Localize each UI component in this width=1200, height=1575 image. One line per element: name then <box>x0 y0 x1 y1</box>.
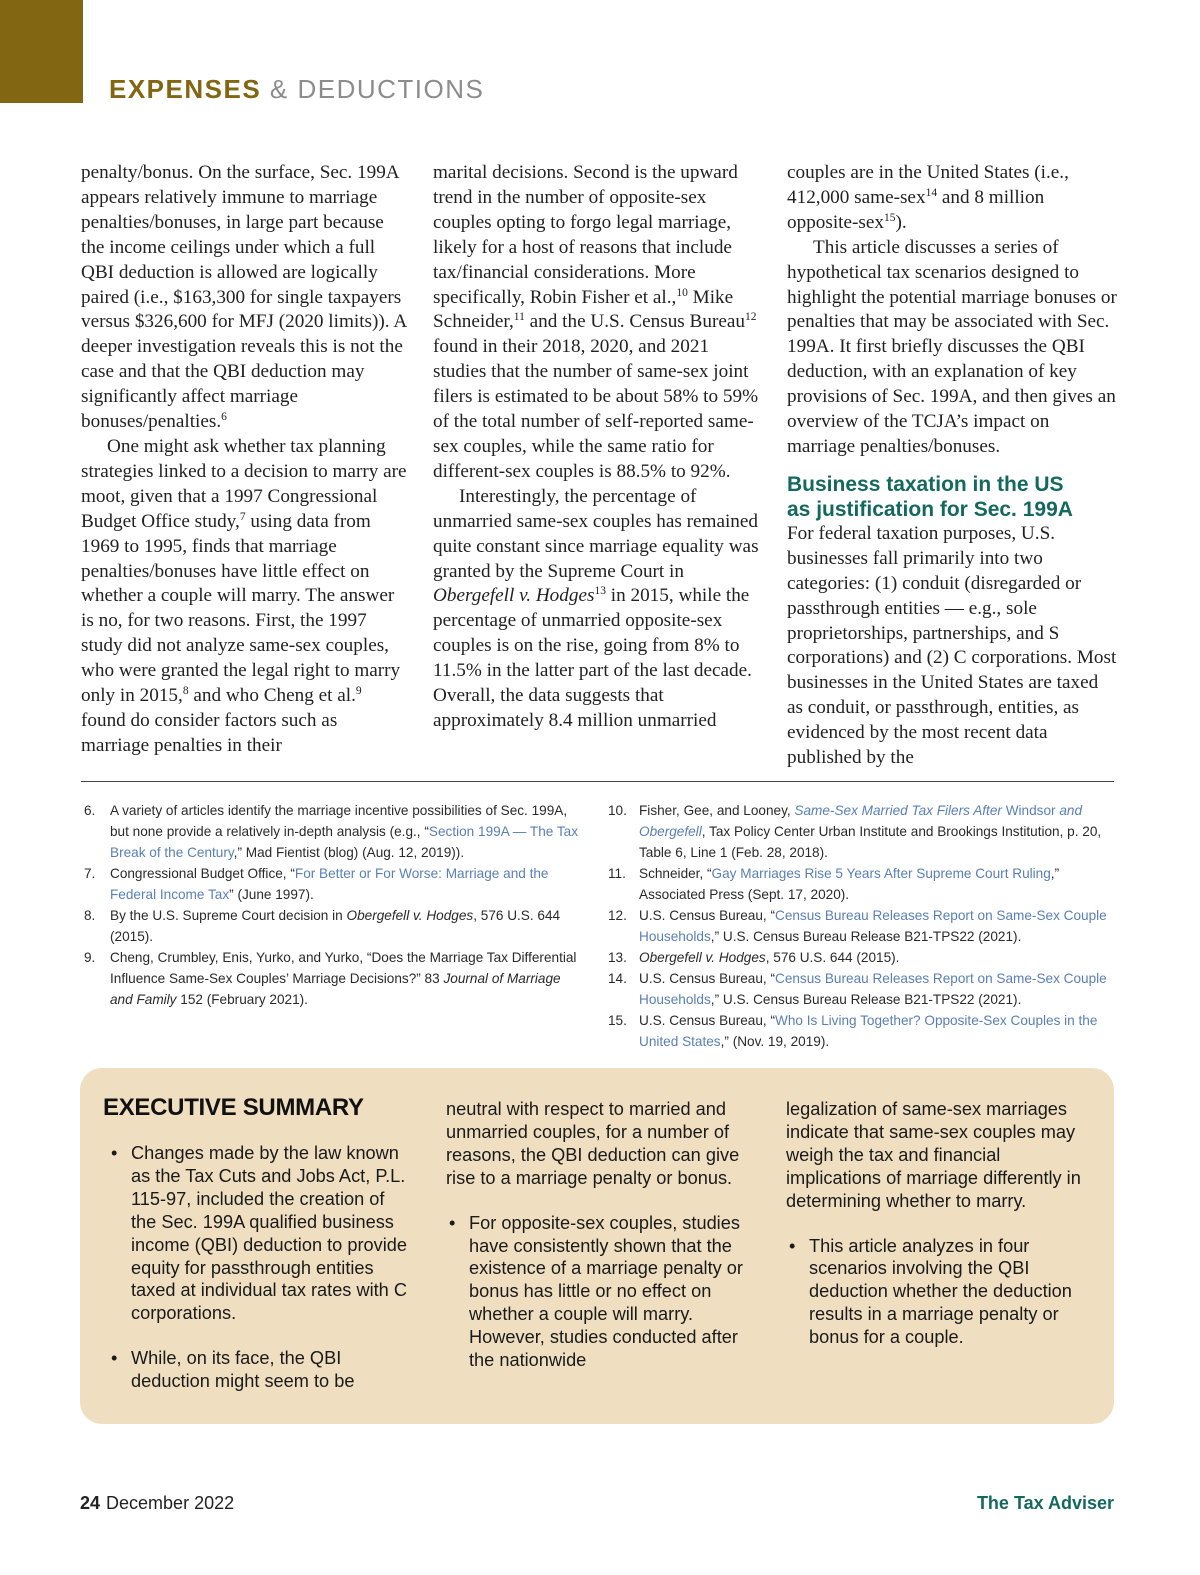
footnote-link[interactable]: For Better or For Worse: Marriage and the Federal Income Tax <box>110 866 549 902</box>
footnote-link[interactable]: Same-Sex Married Tax Filers After Windsor and Obergefell <box>639 803 1083 839</box>
page-footer-left <box>80 1493 234 1514</box>
footnote-link[interactable]: Gay Marriages Rise 5 Years After Supreme Court Ruling <box>711 866 1051 881</box>
paragraph: couples are in the United States (i.e., 412,000 same-sex$^{14}$ and 8 million opposite-sex$^{15}$). <box>787 162 1069 233</box>
paragraph: penalty/bonus. On the surface, Sec. 199A appears relatively immune to marriage penalties/bonuses, in large part because the income ceilings under which a full QBI deduction is allowed are logically paired (i.e., $163,300 for single taxpayers versus $326,600 for MFJ (2020 limits)). A deeper investigation reveals this is not the case and that the QBI deduction may significantly affect marriage bonuses/penalties.$^6$ <box>81 162 407 433</box>
footnote-10: 10. Fisher, Gee, and Looney, Same-Sex Married Tax Filers After Windsor and Obergefell, Tax Policy Center Urban Institute and Brookings Institution, p. 20, Table 6, Line 1 (Feb. 28, 2018). <box>608 803 1102 860</box>
footnote-link[interactable]: Section 199A — The Tax Break of the Century <box>110 824 579 860</box>
case-name: Obergefell v. Hodges <box>433 585 595 607</box>
summary-column-2 <box>446 1098 746 1394</box>
footnote-divider <box>81 781 1114 782</box>
body-column-2 <box>433 161 765 734</box>
body-column-3 <box>787 161 1117 771</box>
footnote-11: 11. Schneider, “Gay Marriages Rise 5 Years After Supreme Court Ruling,” Associated Press (Sept. 17, 2020). <box>608 866 1060 902</box>
footnote-ref[interactable]: 7 <box>239 510 246 523</box>
paragraph: marital decisions. Second is the upward trend in the number of opposite-sex couples opting to forgo legal marriage, likely for a host of reasons that include tax/financial considerations. More specifically, Robin Fisher et al.,$^{10}$ Mike Schneider,$^{11}$ and the U.S. Census Bureau$^{12}$ found in their 2018, 2020, and 2021 studies that the number of same-sex joint filers is estimated to be about 58% to 59% of the total number of self-reported same-sex couples, while the same ratio for different-sex couples is 88.5% to 92%. <box>433 162 759 482</box>
footnote-ref[interactable]: 14 <box>925 187 938 199</box>
corner-color-block <box>0 0 83 103</box>
section-subheading: Business taxation in the US as justification for Sec. 199A <box>787 472 1073 521</box>
footnote-7: 7. Congressional Budget Office, “For Better or For Worse: Marriage and the Federal Income Tax” (June 1997). <box>84 866 549 902</box>
summary-bullet-continued: legalization of same-sex marriages indicate that same-sex couples may weigh the tax and financial implications of marriage differently in determining whether to marry. <box>786 1099 1081 1211</box>
footnote-13: 13. Obergefell v. Hodges, 576 U.S. 644 (2015). <box>608 950 900 965</box>
footnote-ref[interactable]: 6 <box>221 411 227 424</box>
footnotes-right <box>608 800 1118 1052</box>
section-header <box>109 74 484 105</box>
issue-date: December 2022 <box>106 1493 235 1513</box>
summary-bullet: • While, on its face, the QBI deduction might seem to be <box>108 1347 413 1393</box>
footnote-ref[interactable]: 12 <box>744 311 757 324</box>
footnote-9: 9. Cheng, Crumbley, Enis, Yurko, and Yurko, “Does the Marriage Tax Differential Influence Same-Sex Couples’ Marriage Decisions?” 83 Journal of Marriage and Family 152 (February 2021). <box>84 950 577 1007</box>
footnote-12: 12. U.S. Census Bureau, “Census Bureau Releases Report on Same-Sex Couple Households,” U.S. Census Bureau Release B21-TPS22 (2021). <box>608 908 1107 944</box>
paragraph: This article discusses a series of hypothetical tax scenarios designed to highlight the potential marriage bonuses or penalties that may be associated with Sec. 199A. It first briefly discusses the QBI deduction, with an explanation of key provisions of Sec. 199A, and then gives an overview of the TCJA’s impact on marriage penalties/bonuses. <box>787 236 1117 457</box>
footnote-ref[interactable]: 11 <box>513 311 525 324</box>
summary-bullet: • For opposite-sex couples, studies have consistently shown that the existence of a marriage penalty or bonus has little or no effect on whether a couple will marry. However, studies conducted after the nationwide <box>446 1212 746 1372</box>
summary-column-3 <box>786 1098 1091 1371</box>
summary-column-1 <box>108 1142 413 1415</box>
footnote-8: 8. By the U.S. Supreme Court decision in Obergefell v. Hodges, 576 U.S. 644 (2015). <box>84 908 561 944</box>
summary-bullet: • This article analyzes in four scenarios involving the QBI deduction whether the deduction results in a marriage penalty or bonus for a couple. <box>786 1235 1091 1350</box>
footnote-link[interactable]: Who Is Living Together? Opposite-Sex Couples in the United States <box>639 1013 1098 1049</box>
paragraph: For federal taxation purposes, U.S. businesses fall primarily into two categories: (1) conduit (disregarded or passthrough entities — e.g., sole proprietorships, partnerships, and S corporations) and (2) C corporations. Most businesses in the United States are taxed as conduit, or passthrough, entities, as evidenced by the most recent data published by the <box>787 522 1117 769</box>
publication-name: The Tax Adviser <box>976 1493 1114 1513</box>
footnote-15: 15. U.S. Census Bureau, “Who Is Living Together? Opposite-Sex Couples in the United States,” (Nov. 19, 2019). <box>608 1013 1098 1049</box>
footnote-ref[interactable]: 10 <box>676 286 688 299</box>
page-number: 24 <box>80 1493 101 1513</box>
footnote-ref[interactable]: 8 <box>182 685 189 698</box>
footnote-14: 14. U.S. Census Bureau, “Census Bureau Releases Report on Same-Sex Couple Households,” U.S. Census Bureau Release B21-TPS22 (2021). <box>608 971 1107 1007</box>
section-header-rest: & DEDUCTIONS <box>269 74 485 104</box>
footnote-ref[interactable]: 15 <box>884 211 896 224</box>
summary-bullet-continued: neutral with respect to married and unmarried couples, for a number of reasons, the QBI deduction can give rise to a marriage penalty or bonus. <box>446 1099 740 1188</box>
footnote-6: 6. A variety of articles identify the marriage incentive possibilities of Sec. 199A, but none provide a relatively in-depth analysis (e.g., “Section 199A — The Tax Break of the Century,” Mad Fientist (blog) (Aug. 12, 2019)). <box>84 803 579 860</box>
section-header-strong: EXPENSES <box>109 74 262 104</box>
paragraph: One might ask whether tax planning strategies linked to a decision to marry are moot, given that a 1997 Congressional Budget Office study,$^7$ using data from 1969 to 1995, finds that marriage penalties/bonuses have little effect on whether a couple will marry. The answer is no, for two reasons. First, the 1997 study did not analyze same-sex couples, who were granted the legal right to marry only in 2015,$^8$ and who Cheng et al.$^9$ found do consider factors such as marriage penalties in their <box>81 435 407 756</box>
footnote-ref[interactable]: 13 <box>594 585 606 598</box>
executive-summary-title: EXECUTIVE SUMMARY <box>103 1094 364 1121</box>
body-column-1 <box>81 161 409 759</box>
footnote-ref[interactable]: 9 <box>355 685 362 698</box>
summary-bullet: • Changes made by the law known as the Tax Cuts and Jobs Act, P.L. 115-97, included the creation of the Sec. 199A qualified business income (QBI) deduction to provide equity for passthrough entities taxed at individual tax rates with C corporations. <box>108 1142 413 1325</box>
footnote-link[interactable]: Census Bureau Releases Report on Same-Sex Couple Households <box>639 971 1107 1007</box>
footnote-link[interactable]: Census Bureau Releases Report on Same-Sex Couple Households <box>639 908 1107 944</box>
paragraph: Interestingly, the percentage of unmarried same-sex couples has remained quite constant since marriage equality was granted by the Supreme Court in Obergefell v. Hodges$^{13}$ in 2015, while the percentage of unmarried opposite-sex couples is on the rise, going from 8% to 11.5% in the latter part of the last decade. Overall, the data suggests that approximately 8.4 million unmarried <box>433 485 759 731</box>
footnotes-left <box>84 800 584 1010</box>
